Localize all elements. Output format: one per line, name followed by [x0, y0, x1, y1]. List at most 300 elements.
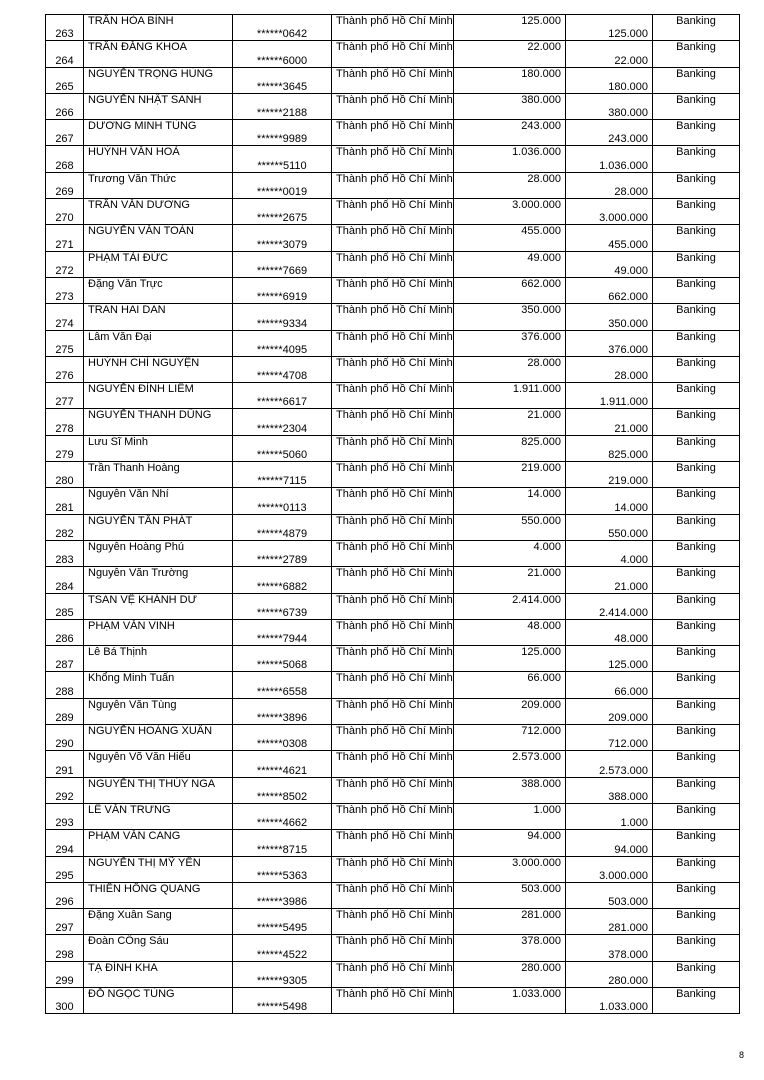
amount-received-cell: 3.000.000: [566, 199, 653, 225]
row-number-cell: 274: [46, 304, 84, 330]
amount-received-cell: 4.000: [566, 540, 653, 566]
row-number-cell: 284: [46, 567, 84, 593]
payment-method-cell: Banking: [653, 830, 740, 856]
city-cell: Thành phố Hồ Chí Minh: [332, 567, 454, 593]
donor-name-cell: NGUYỄN THỊ MỸ YẾN: [84, 856, 233, 882]
account-number-cell: ******6919: [233, 277, 332, 303]
amount-cell: 350.000: [454, 304, 566, 330]
donor-name-cell: PHẠM VĂN CANG: [84, 830, 233, 856]
account-number-cell: ******0113: [233, 488, 332, 514]
city-cell: Thành phố Hồ Chí Minh: [332, 803, 454, 829]
amount-received-cell: 378.000: [566, 935, 653, 961]
city-cell: Thành phố Hồ Chí Minh: [332, 146, 454, 172]
row-number-cell: 286: [46, 619, 84, 645]
city-cell: Thành phố Hồ Chí Minh: [332, 409, 454, 435]
city-cell: Thành phố Hồ Chí Minh: [332, 67, 454, 93]
account-number-cell: ******5060: [233, 435, 332, 461]
row-number-cell: 265: [46, 67, 84, 93]
account-number-cell: ******5498: [233, 987, 332, 1013]
amount-cell: 125.000: [454, 15, 566, 41]
city-cell: Thành phố Hồ Chí Minh: [332, 725, 454, 751]
amount-received-cell: 209.000: [566, 698, 653, 724]
amount-received-cell: 2.414.000: [566, 593, 653, 619]
account-number-cell: ******9989: [233, 120, 332, 146]
city-cell: Thành phố Hồ Chí Minh: [332, 698, 454, 724]
donor-name-cell: Lâm Văn Đại: [84, 330, 233, 356]
payment-method-cell: Banking: [653, 277, 740, 303]
amount-cell: 21.000: [454, 409, 566, 435]
donor-name-cell: Nguyễn Văn Tùng: [84, 698, 233, 724]
city-cell: Thành phố Hồ Chí Minh: [332, 383, 454, 409]
table-row: [46, 304, 740, 330]
table-row: [46, 435, 740, 461]
row-number-cell: 298: [46, 935, 84, 961]
amount-received-cell: 281.000: [566, 909, 653, 935]
account-number-cell: ******6739: [233, 593, 332, 619]
row-number-cell: 267: [46, 120, 84, 146]
amount-received-cell: 219.000: [566, 462, 653, 488]
city-cell: Thành phố Hồ Chí Minh: [332, 356, 454, 382]
city-cell: Thành phố Hồ Chí Minh: [332, 540, 454, 566]
account-number-cell: ******3896: [233, 698, 332, 724]
amount-cell: 28.000: [454, 172, 566, 198]
amount-received-cell: 380.000: [566, 93, 653, 119]
payment-method-cell: Banking: [653, 803, 740, 829]
account-number-cell: ******4708: [233, 356, 332, 382]
payment-method-cell: Banking: [653, 593, 740, 619]
table-row: [46, 803, 740, 829]
city-cell: Thành phố Hồ Chí Minh: [332, 488, 454, 514]
row-number-cell: 291: [46, 751, 84, 777]
table-row: [46, 777, 740, 803]
amount-cell: 4.000: [454, 540, 566, 566]
account-number-cell: ******3986: [233, 882, 332, 908]
amount-cell: 455.000: [454, 225, 566, 251]
city-cell: Thành phố Hồ Chí Minh: [332, 935, 454, 961]
amount-cell: 14.000: [454, 488, 566, 514]
row-number-cell: 279: [46, 435, 84, 461]
city-cell: Thành phố Hồ Chí Minh: [332, 751, 454, 777]
table-row: [46, 15, 740, 41]
row-number-cell: 283: [46, 540, 84, 566]
donor-name-cell: Đặng Văn Trực: [84, 277, 233, 303]
table-row: [46, 330, 740, 356]
table-body: [46, 15, 740, 1014]
table-row: [46, 199, 740, 225]
row-number-cell: 268: [46, 146, 84, 172]
account-number-cell: ******5110: [233, 146, 332, 172]
amount-cell: 1.911.000: [454, 383, 566, 409]
donor-name-cell: TRẦN VĂN DƯƠNG: [84, 199, 233, 225]
donor-name-cell: Trương Văn Thức: [84, 172, 233, 198]
row-number-cell: 281: [46, 488, 84, 514]
amount-cell: 21.000: [454, 567, 566, 593]
payment-method-cell: Banking: [653, 199, 740, 225]
table-row: [46, 488, 740, 514]
amount-received-cell: 350.000: [566, 304, 653, 330]
row-number-cell: 293: [46, 803, 84, 829]
donor-name-cell: LÊ VĂN TRƯNG: [84, 803, 233, 829]
account-number-cell: ******7944: [233, 619, 332, 645]
city-cell: Thành phố Hồ Chí Minh: [332, 15, 454, 41]
payment-method-cell: Banking: [653, 751, 740, 777]
donor-name-cell: NGUYỄN THANH DŨNG: [84, 409, 233, 435]
table-row: [46, 830, 740, 856]
payment-method-cell: Banking: [653, 435, 740, 461]
city-cell: Thành phố Hồ Chí Minh: [332, 93, 454, 119]
amount-received-cell: 455.000: [566, 225, 653, 251]
city-cell: Thành phố Hồ Chí Minh: [332, 514, 454, 540]
payment-method-cell: Banking: [653, 304, 740, 330]
donor-name-cell: Nguyễn Hoàng Phú: [84, 540, 233, 566]
donor-name-cell: TRẦN ĐĂNG KHOA: [84, 41, 233, 67]
payment-method-cell: Banking: [653, 961, 740, 987]
table-row: [46, 725, 740, 751]
amount-cell: 243.000: [454, 120, 566, 146]
account-number-cell: ******2789: [233, 540, 332, 566]
table-row: [46, 409, 740, 435]
donor-name-cell: HUỲNH VĂN HOÀ: [84, 146, 233, 172]
city-cell: Thành phố Hồ Chí Minh: [332, 251, 454, 277]
row-number-cell: 296: [46, 882, 84, 908]
amount-cell: 180.000: [454, 67, 566, 93]
amount-received-cell: 662.000: [566, 277, 653, 303]
account-number-cell: ******5363: [233, 856, 332, 882]
donor-name-cell: DƯƠNG MINH TÙNG: [84, 120, 233, 146]
donor-name-cell: NGUYỄN THỊ THÚY NGA: [84, 777, 233, 803]
amount-received-cell: 94.000: [566, 830, 653, 856]
account-number-cell: ******2188: [233, 93, 332, 119]
donor-name-cell: Trần Thanh Hoàng: [84, 462, 233, 488]
payment-method-cell: Banking: [653, 698, 740, 724]
city-cell: Thành phố Hồ Chí Minh: [332, 120, 454, 146]
payment-method-cell: Banking: [653, 93, 740, 119]
amount-cell: 209.000: [454, 698, 566, 724]
donor-name-cell: TRAN HAI DAN: [84, 304, 233, 330]
account-number-cell: ******4522: [233, 935, 332, 961]
row-number-cell: 271: [46, 225, 84, 251]
amount-received-cell: 388.000: [566, 777, 653, 803]
payment-method-cell: Banking: [653, 777, 740, 803]
city-cell: Thành phố Hồ Chí Minh: [332, 777, 454, 803]
payment-method-cell: Banking: [653, 672, 740, 698]
row-number-cell: 290: [46, 725, 84, 751]
donor-name-cell: NGUYỄN TẤN PHÁT: [84, 514, 233, 540]
account-number-cell: ******4879: [233, 514, 332, 540]
amount-received-cell: 28.000: [566, 172, 653, 198]
account-number-cell: ******5068: [233, 646, 332, 672]
table-row: [46, 961, 740, 987]
row-number-cell: 272: [46, 251, 84, 277]
amount-cell: 28.000: [454, 356, 566, 382]
donation-table: [45, 14, 740, 1014]
table-row: [46, 619, 740, 645]
amount-received-cell: 21.000: [566, 567, 653, 593]
row-number-cell: 269: [46, 172, 84, 198]
donor-name-cell: Đoàn CÔng Sáu: [84, 935, 233, 961]
table-row: [46, 987, 740, 1013]
city-cell: Thành phố Hồ Chí Minh: [332, 987, 454, 1013]
payment-method-cell: Banking: [653, 514, 740, 540]
city-cell: Thành phố Hồ Chí Minh: [332, 172, 454, 198]
payment-method-cell: Banking: [653, 330, 740, 356]
payment-method-cell: Banking: [653, 646, 740, 672]
account-number-cell: ******5495: [233, 909, 332, 935]
donor-name-cell: Nguyễn Văn Nhí: [84, 488, 233, 514]
city-cell: Thành phố Hồ Chí Minh: [332, 435, 454, 461]
row-number-cell: 282: [46, 514, 84, 540]
donor-name-cell: THIỀN HỒNG QUANG: [84, 882, 233, 908]
account-number-cell: ******2304: [233, 409, 332, 435]
row-number-cell: 263: [46, 15, 84, 41]
amount-received-cell: 125.000: [566, 646, 653, 672]
amount-cell: 825.000: [454, 435, 566, 461]
payment-method-cell: Banking: [653, 383, 740, 409]
account-number-cell: ******4095: [233, 330, 332, 356]
amount-cell: 2.414.000: [454, 593, 566, 619]
payment-method-cell: Banking: [653, 120, 740, 146]
amount-received-cell: 243.000: [566, 120, 653, 146]
city-cell: Thành phố Hồ Chí Minh: [332, 277, 454, 303]
row-number-cell: 289: [46, 698, 84, 724]
amount-cell: 388.000: [454, 777, 566, 803]
payment-method-cell: Banking: [653, 935, 740, 961]
donor-name-cell: ĐỖ NGỌC TÙNG: [84, 987, 233, 1013]
amount-received-cell: 280.000: [566, 961, 653, 987]
table-row: [46, 593, 740, 619]
amount-received-cell: 376.000: [566, 330, 653, 356]
row-number-cell: 278: [46, 409, 84, 435]
amount-received-cell: 180.000: [566, 67, 653, 93]
amount-cell: 49.000: [454, 251, 566, 277]
donor-name-cell: PHẠM VĂN VINH: [84, 619, 233, 645]
payment-method-cell: Banking: [653, 172, 740, 198]
amount-cell: 280.000: [454, 961, 566, 987]
account-number-cell: ******6558: [233, 672, 332, 698]
payment-method-cell: Banking: [653, 356, 740, 382]
amount-received-cell: 2.573.000: [566, 751, 653, 777]
amount-cell: 219.000: [454, 462, 566, 488]
amount-received-cell: 28.000: [566, 356, 653, 382]
amount-cell: 3.000.000: [454, 856, 566, 882]
account-number-cell: ******9334: [233, 304, 332, 330]
city-cell: Thành phố Hồ Chí Minh: [332, 856, 454, 882]
donor-name-cell: Nguyễn Văn Trường: [84, 567, 233, 593]
amount-cell: 1.036.000: [454, 146, 566, 172]
amount-cell: 2.573.000: [454, 751, 566, 777]
amount-cell: 94.000: [454, 830, 566, 856]
amount-cell: 3.000.000: [454, 199, 566, 225]
row-number-cell: 287: [46, 646, 84, 672]
row-number-cell: 276: [46, 356, 84, 382]
donor-name-cell: HUỲNH CHÍ NGUYỆN: [84, 356, 233, 382]
payment-method-cell: Banking: [653, 41, 740, 67]
table-row: [46, 277, 740, 303]
table-row: [46, 567, 740, 593]
donor-name-cell: Nguyễn Võ Văn Hiếu: [84, 751, 233, 777]
account-number-cell: ******7115: [233, 462, 332, 488]
account-number-cell: ******8502: [233, 777, 332, 803]
payment-method-cell: Banking: [653, 725, 740, 751]
table-row: [46, 514, 740, 540]
city-cell: Thành phố Hồ Chí Minh: [332, 593, 454, 619]
donor-name-cell: NGUYỄN HOÀNG XUÂN: [84, 725, 233, 751]
account-number-cell: ******3079: [233, 225, 332, 251]
amount-cell: 380.000: [454, 93, 566, 119]
city-cell: Thành phố Hồ Chí Minh: [332, 330, 454, 356]
city-cell: Thành phố Hồ Chí Minh: [332, 199, 454, 225]
table-row: [46, 909, 740, 935]
amount-cell: 1.033.000: [454, 987, 566, 1013]
amount-cell: 22.000: [454, 41, 566, 67]
amount-cell: 281.000: [454, 909, 566, 935]
row-number-cell: 294: [46, 830, 84, 856]
table-row: [46, 120, 740, 146]
row-number-cell: 273: [46, 277, 84, 303]
payment-method-cell: Banking: [653, 987, 740, 1013]
amount-received-cell: 48.000: [566, 619, 653, 645]
donor-name-cell: PHẠM TÀI ĐỨC: [84, 251, 233, 277]
donor-name-cell: TSAN VỆ KHÁNH DƯ: [84, 593, 233, 619]
donor-name-cell: NGUYỄN TRỌNG HÙNG: [84, 67, 233, 93]
city-cell: Thành phố Hồ Chí Minh: [332, 882, 454, 908]
table-row: [46, 356, 740, 382]
table-row: [46, 935, 740, 961]
payment-method-cell: Banking: [653, 856, 740, 882]
donor-name-cell: Khổng Minh Tuấn: [84, 672, 233, 698]
table-row: [46, 172, 740, 198]
payment-method-cell: Banking: [653, 251, 740, 277]
payment-method-cell: Banking: [653, 146, 740, 172]
payment-method-cell: Banking: [653, 67, 740, 93]
row-number-cell: 300: [46, 987, 84, 1013]
amount-cell: 125.000: [454, 646, 566, 672]
amount-received-cell: 1.911.000: [566, 383, 653, 409]
donor-name-cell: TẠ ĐÌNH KHA: [84, 961, 233, 987]
amount-received-cell: 22.000: [566, 41, 653, 67]
amount-received-cell: 66.000: [566, 672, 653, 698]
donor-name-cell: Đặng Xuân Sang: [84, 909, 233, 935]
page-number: 8: [738, 1050, 744, 1060]
donor-name-cell: TRẦN HÒA BÌNH: [84, 15, 233, 41]
table-row: [46, 146, 740, 172]
account-number-cell: ******0308: [233, 725, 332, 751]
table-row: [46, 251, 740, 277]
account-number-cell: ******9305: [233, 961, 332, 987]
row-number-cell: 275: [46, 330, 84, 356]
row-number-cell: 295: [46, 856, 84, 882]
donor-name-cell: NGUYỄN NHẬT SANH: [84, 93, 233, 119]
table-row: [46, 93, 740, 119]
amount-cell: 1.000: [454, 803, 566, 829]
donor-name-cell: Lưu Sĩ Minh: [84, 435, 233, 461]
amount-received-cell: 49.000: [566, 251, 653, 277]
table-row: [46, 672, 740, 698]
table-row: [46, 67, 740, 93]
payment-method-cell: Banking: [653, 882, 740, 908]
account-number-cell: ******8715: [233, 830, 332, 856]
table-row: [46, 751, 740, 777]
row-number-cell: 277: [46, 383, 84, 409]
account-number-cell: ******0642: [233, 15, 332, 41]
city-cell: Thành phố Hồ Chí Minh: [332, 909, 454, 935]
amount-received-cell: 1.000: [566, 803, 653, 829]
amount-cell: 48.000: [454, 619, 566, 645]
donor-name-cell: NGUYỄN VĂN TOÀN: [84, 225, 233, 251]
amount-received-cell: 712.000: [566, 725, 653, 751]
donor-name-cell: NGUYỄN ĐÌNH LIÊM: [84, 383, 233, 409]
account-number-cell: ******4662: [233, 803, 332, 829]
row-number-cell: 285: [46, 593, 84, 619]
city-cell: Thành phố Hồ Chí Minh: [332, 304, 454, 330]
table-row: [46, 646, 740, 672]
amount-received-cell: 125.000: [566, 15, 653, 41]
account-number-cell: ******7669: [233, 251, 332, 277]
table-row: [46, 383, 740, 409]
donor-name-cell: Lê Bá Thịnh: [84, 646, 233, 672]
city-cell: Thành phố Hồ Chí Minh: [332, 225, 454, 251]
table-row: [46, 462, 740, 488]
city-cell: Thành phố Hồ Chí Minh: [332, 462, 454, 488]
row-number-cell: 266: [46, 93, 84, 119]
payment-method-cell: Banking: [653, 225, 740, 251]
table-row: [46, 698, 740, 724]
table-row: [46, 882, 740, 908]
city-cell: Thành phố Hồ Chí Minh: [332, 41, 454, 67]
amount-received-cell: 503.000: [566, 882, 653, 908]
payment-method-cell: Banking: [653, 540, 740, 566]
city-cell: Thành phố Hồ Chí Minh: [332, 672, 454, 698]
row-number-cell: 299: [46, 961, 84, 987]
table-row: [46, 41, 740, 67]
amount-received-cell: 14.000: [566, 488, 653, 514]
account-number-cell: ******0019: [233, 172, 332, 198]
amount-received-cell: 1.036.000: [566, 146, 653, 172]
payment-method-cell: Banking: [653, 619, 740, 645]
account-number-cell: ******4621: [233, 751, 332, 777]
row-number-cell: 280: [46, 462, 84, 488]
city-cell: Thành phố Hồ Chí Minh: [332, 961, 454, 987]
amount-cell: 66.000: [454, 672, 566, 698]
amount-cell: 712.000: [454, 725, 566, 751]
amount-received-cell: 3.000.000: [566, 856, 653, 882]
amount-cell: 503.000: [454, 882, 566, 908]
account-number-cell: ******6617: [233, 383, 332, 409]
payment-method-cell: Banking: [653, 909, 740, 935]
payment-method-cell: Banking: [653, 567, 740, 593]
payment-method-cell: Banking: [653, 409, 740, 435]
amount-cell: 378.000: [454, 935, 566, 961]
city-cell: Thành phố Hồ Chí Minh: [332, 830, 454, 856]
amount-cell: 550.000: [454, 514, 566, 540]
account-number-cell: ******3645: [233, 67, 332, 93]
amount-received-cell: 825.000: [566, 435, 653, 461]
amount-received-cell: 550.000: [566, 514, 653, 540]
payment-method-cell: Banking: [653, 15, 740, 41]
row-number-cell: 264: [46, 41, 84, 67]
payment-method-cell: Banking: [653, 462, 740, 488]
amount-received-cell: 21.000: [566, 409, 653, 435]
account-number-cell: ******2675: [233, 199, 332, 225]
row-number-cell: 297: [46, 909, 84, 935]
amount-cell: 662.000: [454, 277, 566, 303]
city-cell: Thành phố Hồ Chí Minh: [332, 646, 454, 672]
amount-received-cell: 1.033.000: [566, 987, 653, 1013]
account-number-cell: ******6882: [233, 567, 332, 593]
amount-cell: 376.000: [454, 330, 566, 356]
payment-method-cell: Banking: [653, 488, 740, 514]
city-cell: Thành phố Hồ Chí Minh: [332, 619, 454, 645]
